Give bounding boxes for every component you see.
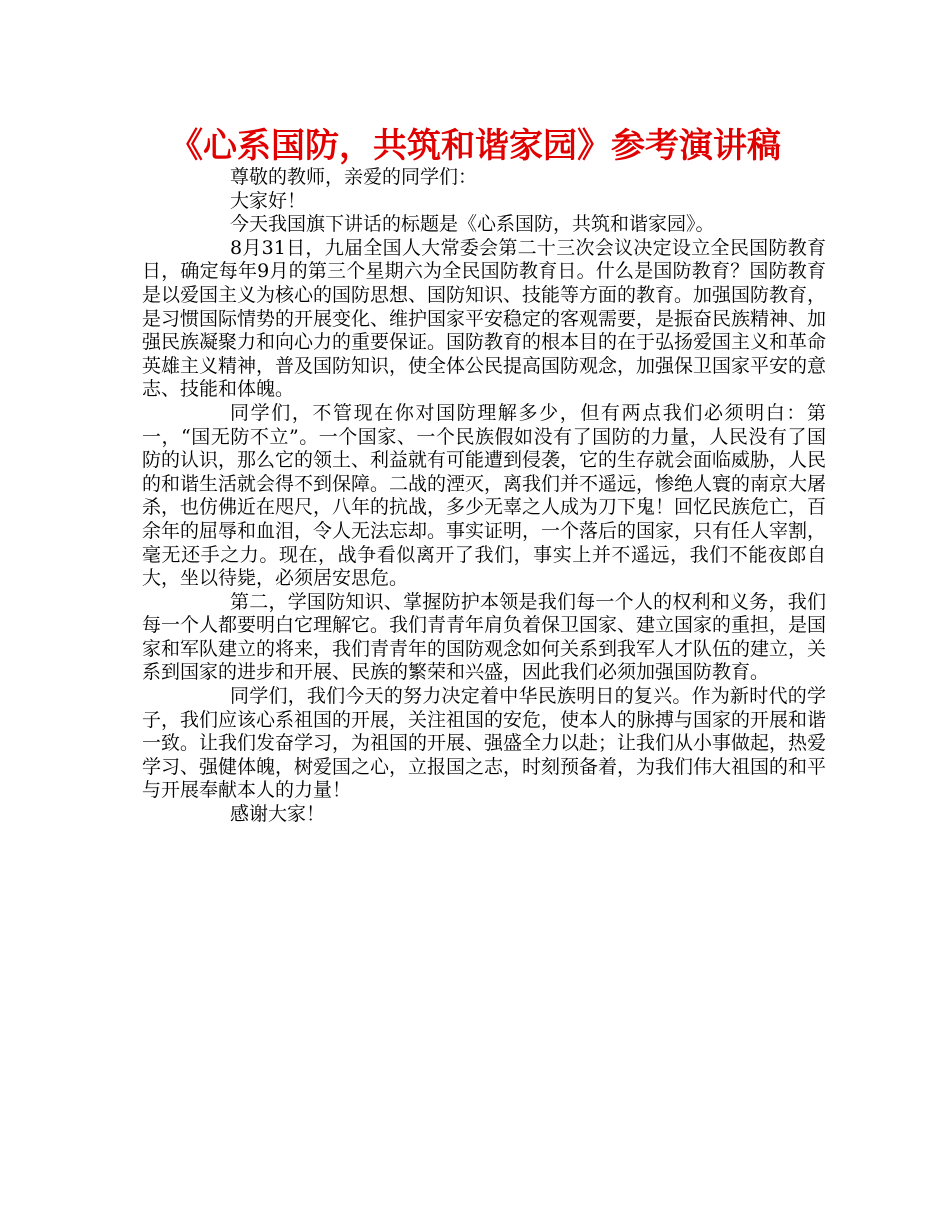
document-body [142,166,826,827]
paragraph-point-two: 第二，学国防知识、掌握防护本领是我们每一个人的权利和义务，我们每一个人都要明白它理解它。我们青青年肩负着保卫国家、建立国家的重担，是国家和军队建立的将来，我们青青年的国防观念如何关系到我军人才队伍的建立，关系到国家的进步和开展、民族的繁荣和兴盛，因此我们必须加强国防教育。 [142,590,827,684]
paragraph-topic: 今天我国旗下讲话的标题是《心系国防，共筑和谐家园》。 [230,213,715,236]
paragraph-defense-day: 8月31日，九届全国人大常委会第二十三次会议决定设立全民国防教育日，确定每年9月的第三个星期六为全民国防教育日。什么是国防教育？国防教育是以爱国主义为核心的国防思想、国防知识、技能等方面的教育。加强国防教育，是习惯国际情势的开展变化、维护国家平安稳定的客观需要，是振奋民族精神、加强民族凝聚力和向心力的重要保证。国防教育的根本目的在于弘扬爱国主义和革命英雄主义精神，普及国防知识，使全体公民提高国防观念，加强保卫国家平安的意志、技能和体魄。 [142,236,827,401]
paragraph-salutation: 尊敬的教师，亲爱的同学们： [230,166,478,188]
document-title: 《心系国防，共筑和谐家园》参考演讲稿 [169,126,781,166]
paragraph-thanks: 感谢大家！ [230,803,326,826]
paragraph-point-one: 同学们，不管现在你对国防理解多少，但有两点我们必须明白：第一，“国无防不立”。一个国家、一个民族假如没有了国防的力量，人民没有了国防的认识，那么它的领土、利益就有可能遭到侵袭，它的生存就会面临威胁，人民的和谐生活就会得不到保障。二战的湮灭，离我们并不遥远，惨绝人寰的南京大屠杀，也仿佛近在咫尺，八年的抗战，多少无辜之人成为刀下鬼！回忆民族危亡，百余年的屈辱和血泪，令人无法忘却。事实证明，一个落后的国家，只有任人宰割，毫无还手之力。现在，战争看似离开了我们，事实上并不遥远，我们不能夜郎自大，坐以待毙，必须居安思危。 [142,401,827,590]
paragraph-greeting: 大家好！ [230,189,307,212]
paragraph-call-to-action: 同学们，我们今天的努力决定着中华民族明日的复兴。作为新时代的学子，我们应该心系祖国的开展，关注祖国的安危，使本人的脉搏与国家的开展和谐一致。让我们发奋学习，为祖国的开展、强盛全力以赴；让我们从小事做起，热爱学习、强健体魄，树爱国之心，立报国之志，时刻预备着，为我们伟大祖国的和平与开展奉献本人的力量！ [142,685,827,802]
